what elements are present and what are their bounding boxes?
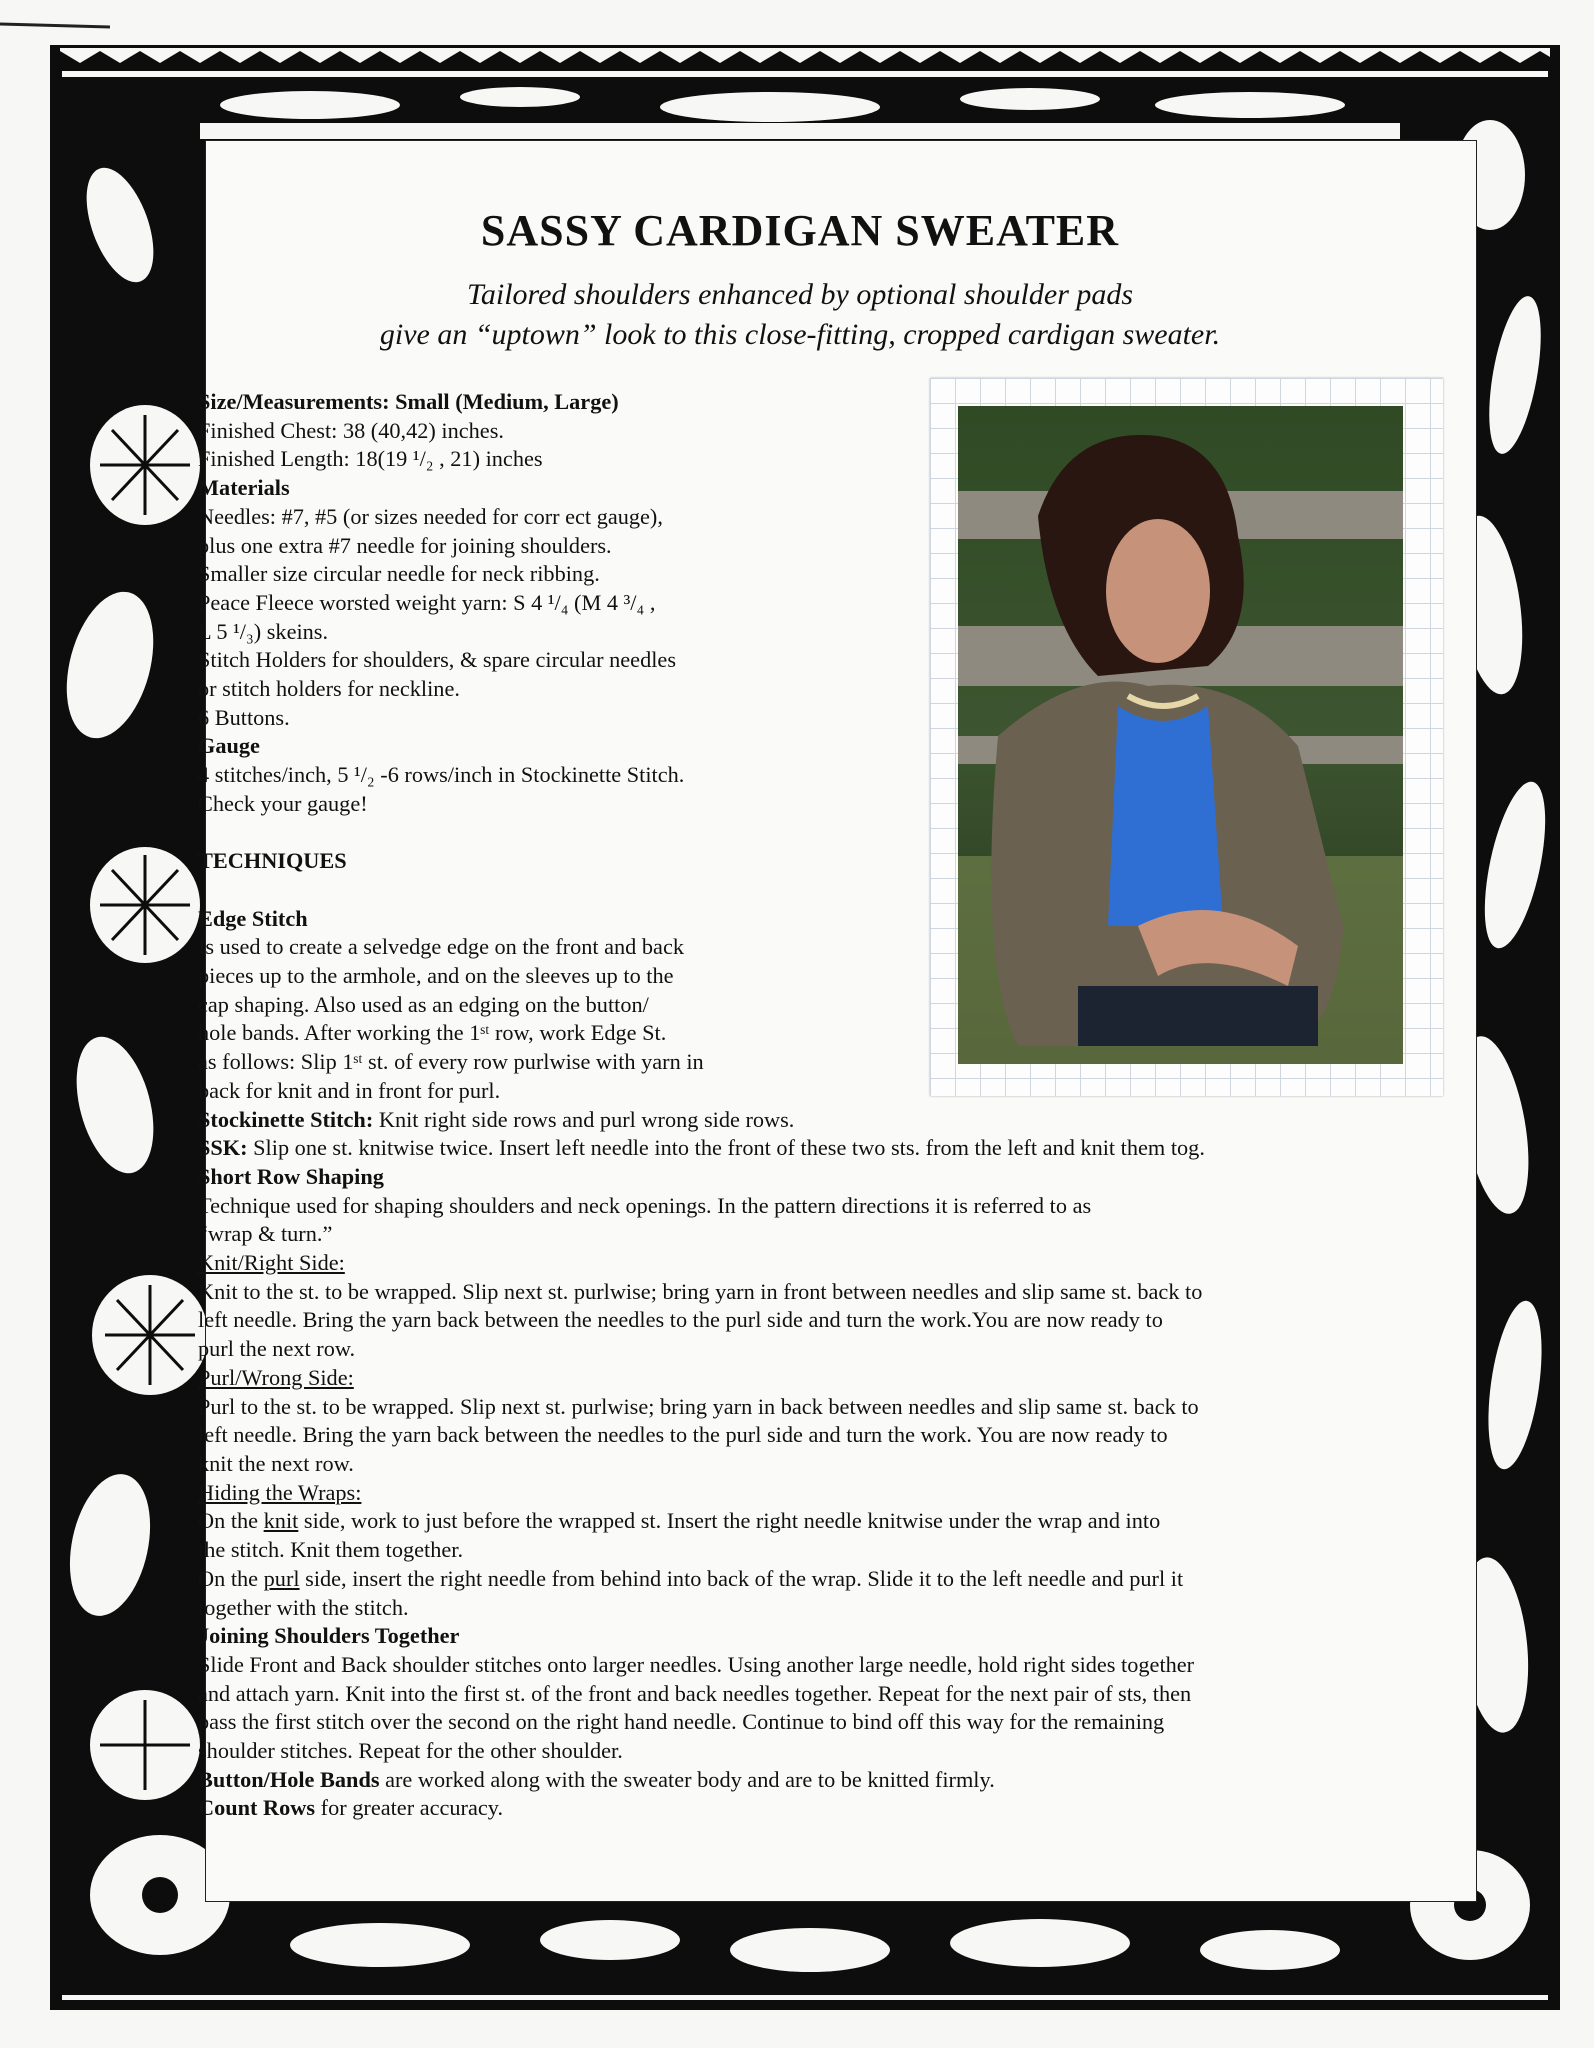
edge-stitch-line: cap shaping. Also used as an edging on the button/: [198, 991, 649, 1017]
techniques-heading: TECHNIQUES: [198, 848, 347, 874]
short-row-heading: Short Row Shaping: [198, 1163, 384, 1189]
joining-line: Slide Front and Back shoulder stitches onto larger needles. Using another large needle, hold right sides together: [198, 1651, 1195, 1677]
purl-wrong-line: knit the next row.: [198, 1450, 354, 1476]
edge-stitch-heading: Edge Stitch: [198, 905, 308, 931]
knit-right-line: Knit to the st. to be wrapped. Slip next st. purlwise; bring yarn in front between needles and slip same st. back to: [198, 1278, 1203, 1304]
gauge-heading: Gauge: [198, 733, 260, 759]
purl-wrong-line: Purl to the st. to be wrapped. Slip next st. purlwise; bring yarn in back between needles and slip same st. back to: [198, 1393, 1199, 1419]
hiding-knit-line: [198, 1507, 1448, 1536]
edge-stitch-line: back for knit and in front for purl.: [198, 1077, 501, 1103]
joining-line: pass the first stitch over the second on the right hand needle. Continue to bind off this way for the remaining: [198, 1709, 1165, 1735]
short-row-line: “wrap & turn.”: [198, 1221, 333, 1247]
hiding-purl-line: together with the stitch.: [198, 1594, 409, 1620]
knit-right-line: left needle. Bring the yarn back between the needles to the purl side and turn the work.You are now ready to: [198, 1307, 1163, 1333]
materials-line: or stitch holders for neckline.: [198, 676, 460, 702]
bands-text: are worked along with the sweater body and are to be knitted firmly.: [379, 1766, 995, 1792]
edge-stitch-line: pieces up to the armhole, and on the sleeves up to the: [198, 963, 674, 989]
edge-stitch-line: hole bands. After working the 1ˢᵗ row, work Edge St.: [198, 1020, 667, 1046]
purl-wrong-line: left needle. Bring the yarn back between the needles to the purl side and turn the work. You are now ready to: [198, 1422, 1168, 1448]
scan-corner-mark: [0, 23, 110, 29]
finished-length: Finished Length: 18(19 ¹/₂ , 21) inches: [198, 446, 543, 472]
subtitle-line: give an “uptown” look to this close-fitting, cropped cardigan sweater.: [379, 318, 1221, 351]
text-run: side, insert the right needle from behind into back of the wrap. Slide it to the left needle and purl it: [299, 1565, 1184, 1591]
materials-line: Needles: #7, #5 (or sizes needed for corr ect gauge),: [198, 503, 663, 529]
joining-line: shoulder stitches. Repeat for the other shoulder.: [198, 1738, 623, 1764]
stockinette-term: Stockinette Stitch:: [198, 1106, 374, 1132]
bands-line: [198, 1766, 1448, 1795]
ssk-term: SSK:: [198, 1135, 248, 1161]
count-text: for greater accuracy.: [315, 1795, 504, 1821]
bands-term: Button/Hole Bands: [198, 1766, 380, 1792]
joining-line: and attach yarn. Knit into the first st. of the front and back needles together. Repeat for the next pair of sts, then: [198, 1680, 1192, 1706]
gauge-line: 4 stitches/inch, 5 ¹/₂ -6 rows/inch in Stockinette Stitch.: [198, 762, 685, 788]
hiding-wraps-heading: Hiding the Wraps:: [198, 1479, 362, 1505]
materials-line: Peace Fleece worsted weight yarn: S 4 ¹/₄ (M 4 ³/₄ ,: [198, 589, 656, 615]
hiding-purl-line: [198, 1565, 1448, 1594]
count-line: [198, 1794, 1448, 1823]
text-run: side, work to just before the wrapped st. Insert the right needle knitwise under the wrap and into: [298, 1508, 1161, 1534]
ssk-line: [198, 1134, 1448, 1163]
pattern-body: [198, 388, 1448, 1823]
purl-word: purl: [263, 1565, 300, 1591]
materials-line: plus one extra #7 needle for joining shoulders.: [198, 532, 612, 558]
joining-heading: Joining Shoulders Together: [198, 1623, 460, 1649]
hiding-knit-line: the stitch. Knit them together.: [198, 1537, 464, 1563]
size-heading: Size/Measurements: Small (Medium, Large): [198, 389, 619, 414]
edge-stitch-line: as follows: Slip 1ˢᵗ st. of every row purlwise with yarn in: [198, 1049, 704, 1075]
text-run: On the: [198, 1508, 264, 1534]
materials-heading: Materials: [198, 475, 290, 501]
count-term: Count Rows: [198, 1795, 316, 1821]
stockinette-line: [198, 1106, 1448, 1135]
short-row-line: Technique used for shaping shoulders and neck openings. In the pattern directions it is referred to as: [198, 1192, 1092, 1218]
ssk-text: Slip one st. knitwise twice. Insert left needle into the front of these two sts. from the left and knit them tog.: [247, 1135, 1205, 1161]
subtitle-line: Tailored shoulders enhanced by optional shoulder pads: [466, 278, 1134, 311]
materials-line: 6 Buttons.: [198, 704, 290, 730]
finished-chest: Finished Chest: 38 (40,42) inches.: [198, 417, 504, 443]
materials-line: L 5 ¹/₃) skeins.: [198, 618, 329, 644]
subtitle: [205, 275, 1395, 355]
purl-wrong-side-heading: Purl/Wrong Side:: [198, 1364, 354, 1390]
materials-line: Stitch Holders for shoulders, & spare circular needles: [198, 647, 677, 673]
knit-word: knit: [263, 1508, 299, 1534]
text-run: On the: [198, 1565, 264, 1591]
edge-stitch-line: Is used to create a selvedge edge on the front and back: [198, 934, 684, 960]
pattern-title: SASSY CARDIGAN SWEATER: [480, 206, 1120, 255]
knit-right-side-heading: Knit/Right Side:: [198, 1250, 345, 1276]
stockinette-text: Knit right side rows and purl wrong side rows.: [373, 1106, 795, 1132]
materials-line: Smaller size circular needle for neck ribbing.: [198, 561, 600, 587]
gauge-line: Check your gauge!: [198, 790, 368, 816]
knit-right-line: purl the next row.: [198, 1336, 356, 1362]
